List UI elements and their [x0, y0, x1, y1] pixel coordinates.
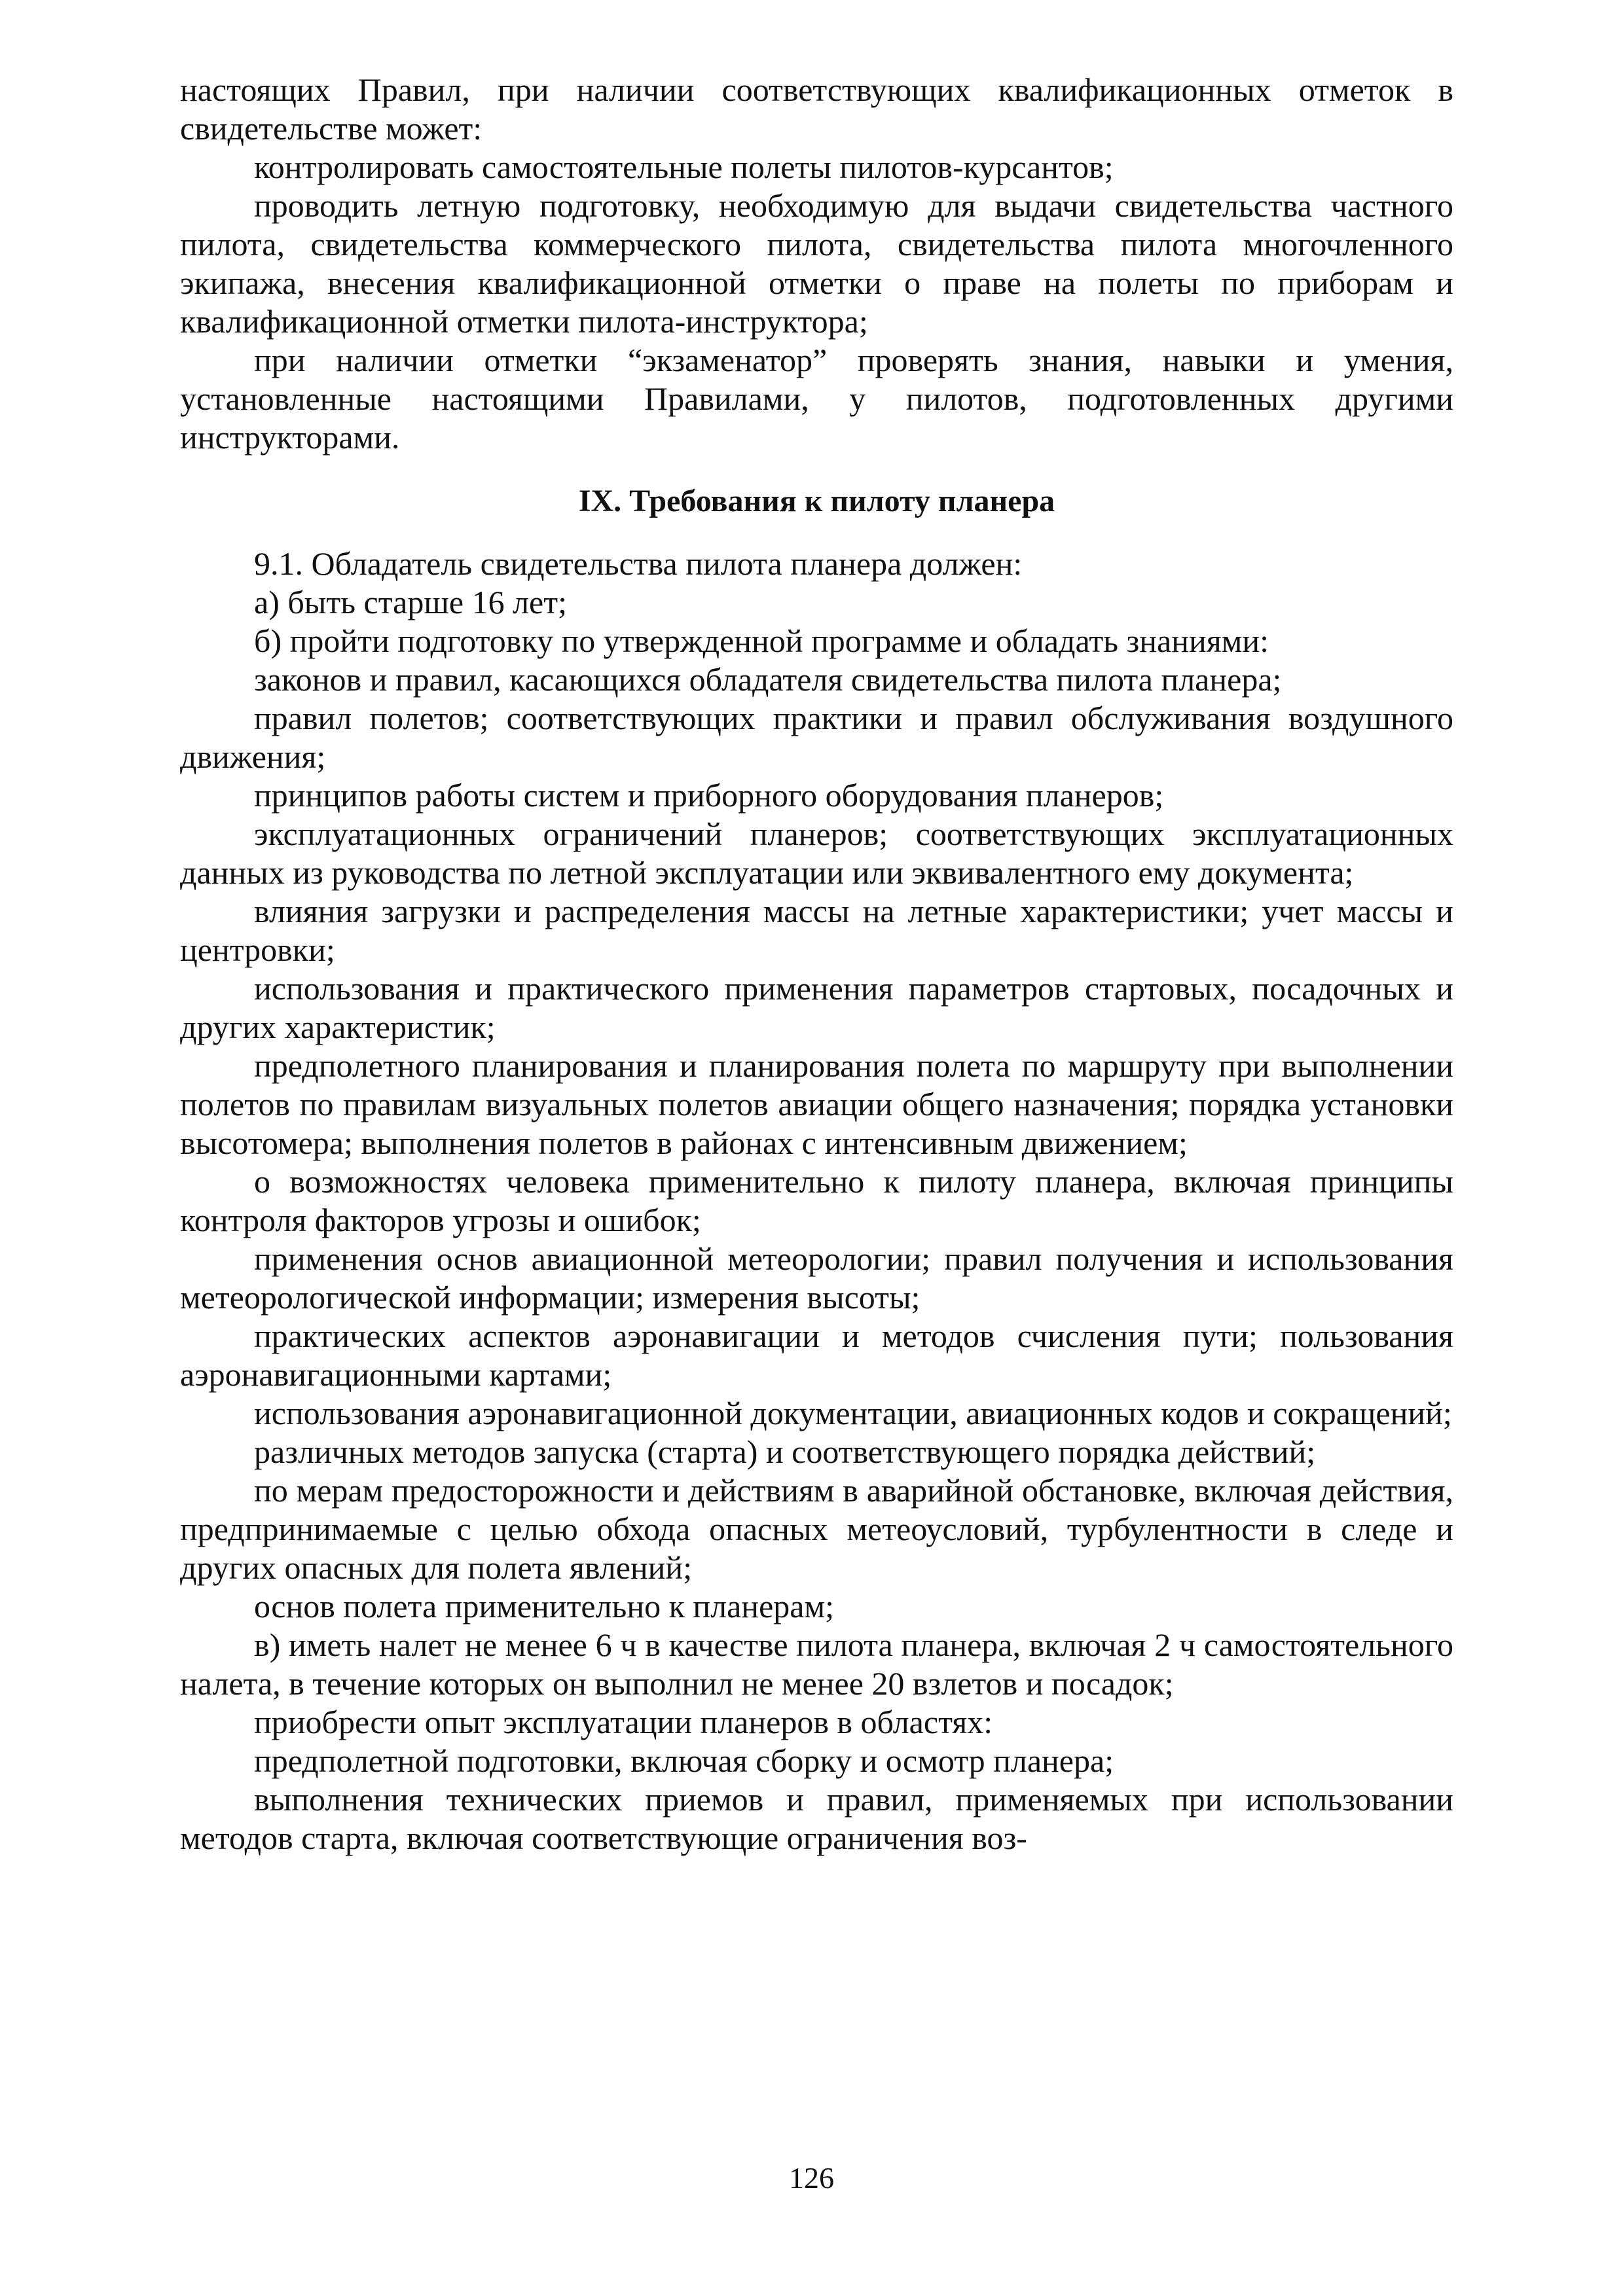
paragraph: 9.1. Обладатель свидетельства пилота планера должен: — [254, 545, 1023, 582]
intro-text-block — [180, 71, 1453, 457]
paragraph: предполетной подготовки, включая сборку и осмотр планера; — [254, 1742, 1114, 1779]
paragraph: правил полетов; соответствующих практики и правил обслуживания воздушного движения; — [180, 700, 1453, 775]
paragraph: использования аэронавигационной документации, авиационных кодов и сокращений; — [254, 1395, 1452, 1431]
paragraph: выполнения технических приемов и правил, применяемых при использовании методов старта, включая соответствующие ограничения воз- — [180, 1781, 1453, 1856]
document-page — [180, 71, 1453, 1857]
paragraph: в) иметь налет не менее 6 ч в качестве пилота планера, включая 2 ч самостоятельного налета, в течение которых он выполнил не менее 20 взлетов и посадок; — [180, 1626, 1453, 1702]
paragraph: применения основ авиационной метеорологии; правил получения и использования метеорологической информации; измерения высоты; — [180, 1240, 1453, 1316]
paragraph: о возможностях человека применительно к пилоту планера, включая принципы контроля факторов угрозы и ошибок; — [180, 1163, 1453, 1238]
paragraph: предполетного планирования и планирования полета по маршруту при выполнении полетов по правилам визуальных полетов авиации общего назначения; порядка установки высотомера; выполнения полетов в районах с интенсивным движением; — [180, 1047, 1453, 1161]
section-text-block — [180, 545, 1453, 1857]
paragraph: принципов работы систем и приборного оборудования планеров; — [254, 777, 1164, 814]
paragraph: законов и правил, касающихся обладателя свидетельства пилота планера; — [254, 661, 1282, 698]
paragraph: различных методов запуска (старта) и соответствующего порядка действий; — [254, 1433, 1316, 1470]
paragraph: практических аспектов аэронавигации и методов счисления пути; пользования аэронавигационными картами; — [180, 1318, 1453, 1393]
paragraph: по мерам предосторожности и действиям в аварийной обстановке, включая действия, предпринимаемые с целью обхода опасных метеоусловий, турбулентности в следе и других опасных для полета явлений; — [180, 1472, 1453, 1586]
paragraph: настоящих Правил, при наличии соответствующих квалификационных отметок в свидетельстве может: — [180, 71, 1453, 147]
paragraph: б) пройти подготовку по утвержденной программе и обладать знаниями: — [254, 622, 1269, 659]
paragraph: при наличии отметки “экзаменатор” проверять знания, навыки и умения, установленные настоящими Правилами, у пилотов, подготовленных другими инструкторами. — [180, 342, 1453, 456]
paragraph: эксплуатационных ограничений планеров; соответствующих эксплуатационных данных из руководства по летной эксплуатации или эквивалентного ему документа; — [180, 816, 1453, 891]
paragraph: а) быть старше 16 лет; — [254, 584, 567, 620]
page-number: 126 — [789, 2161, 834, 2195]
paragraph: основ полета применительно к планерам; — [254, 1588, 834, 1624]
paragraph: влияния загрузки и распределения массы на летные характеристики; учет массы и центровки; — [180, 893, 1453, 968]
paragraph: использования и практического применения параметров стартовых, посадочных и других характеристик; — [180, 970, 1453, 1045]
section-heading: IX. Требования к пилоту планера — [578, 484, 1055, 518]
paragraph: проводить летную подготовку, необходимую для выдачи свидетельства частного пилота, свидетельства коммерческого пилота, свидетельства пилота многочленного экипажа, внесения квалификационной отметки о праве на полеты по приборам и квалификационной отметки пилота-инструктора; — [180, 187, 1453, 340]
paragraph: приобрести опыт эксплуатации планеров в областях: — [254, 1704, 993, 1740]
paragraph: контролировать самостоятельные полеты пилотов-курсантов; — [254, 149, 1114, 185]
